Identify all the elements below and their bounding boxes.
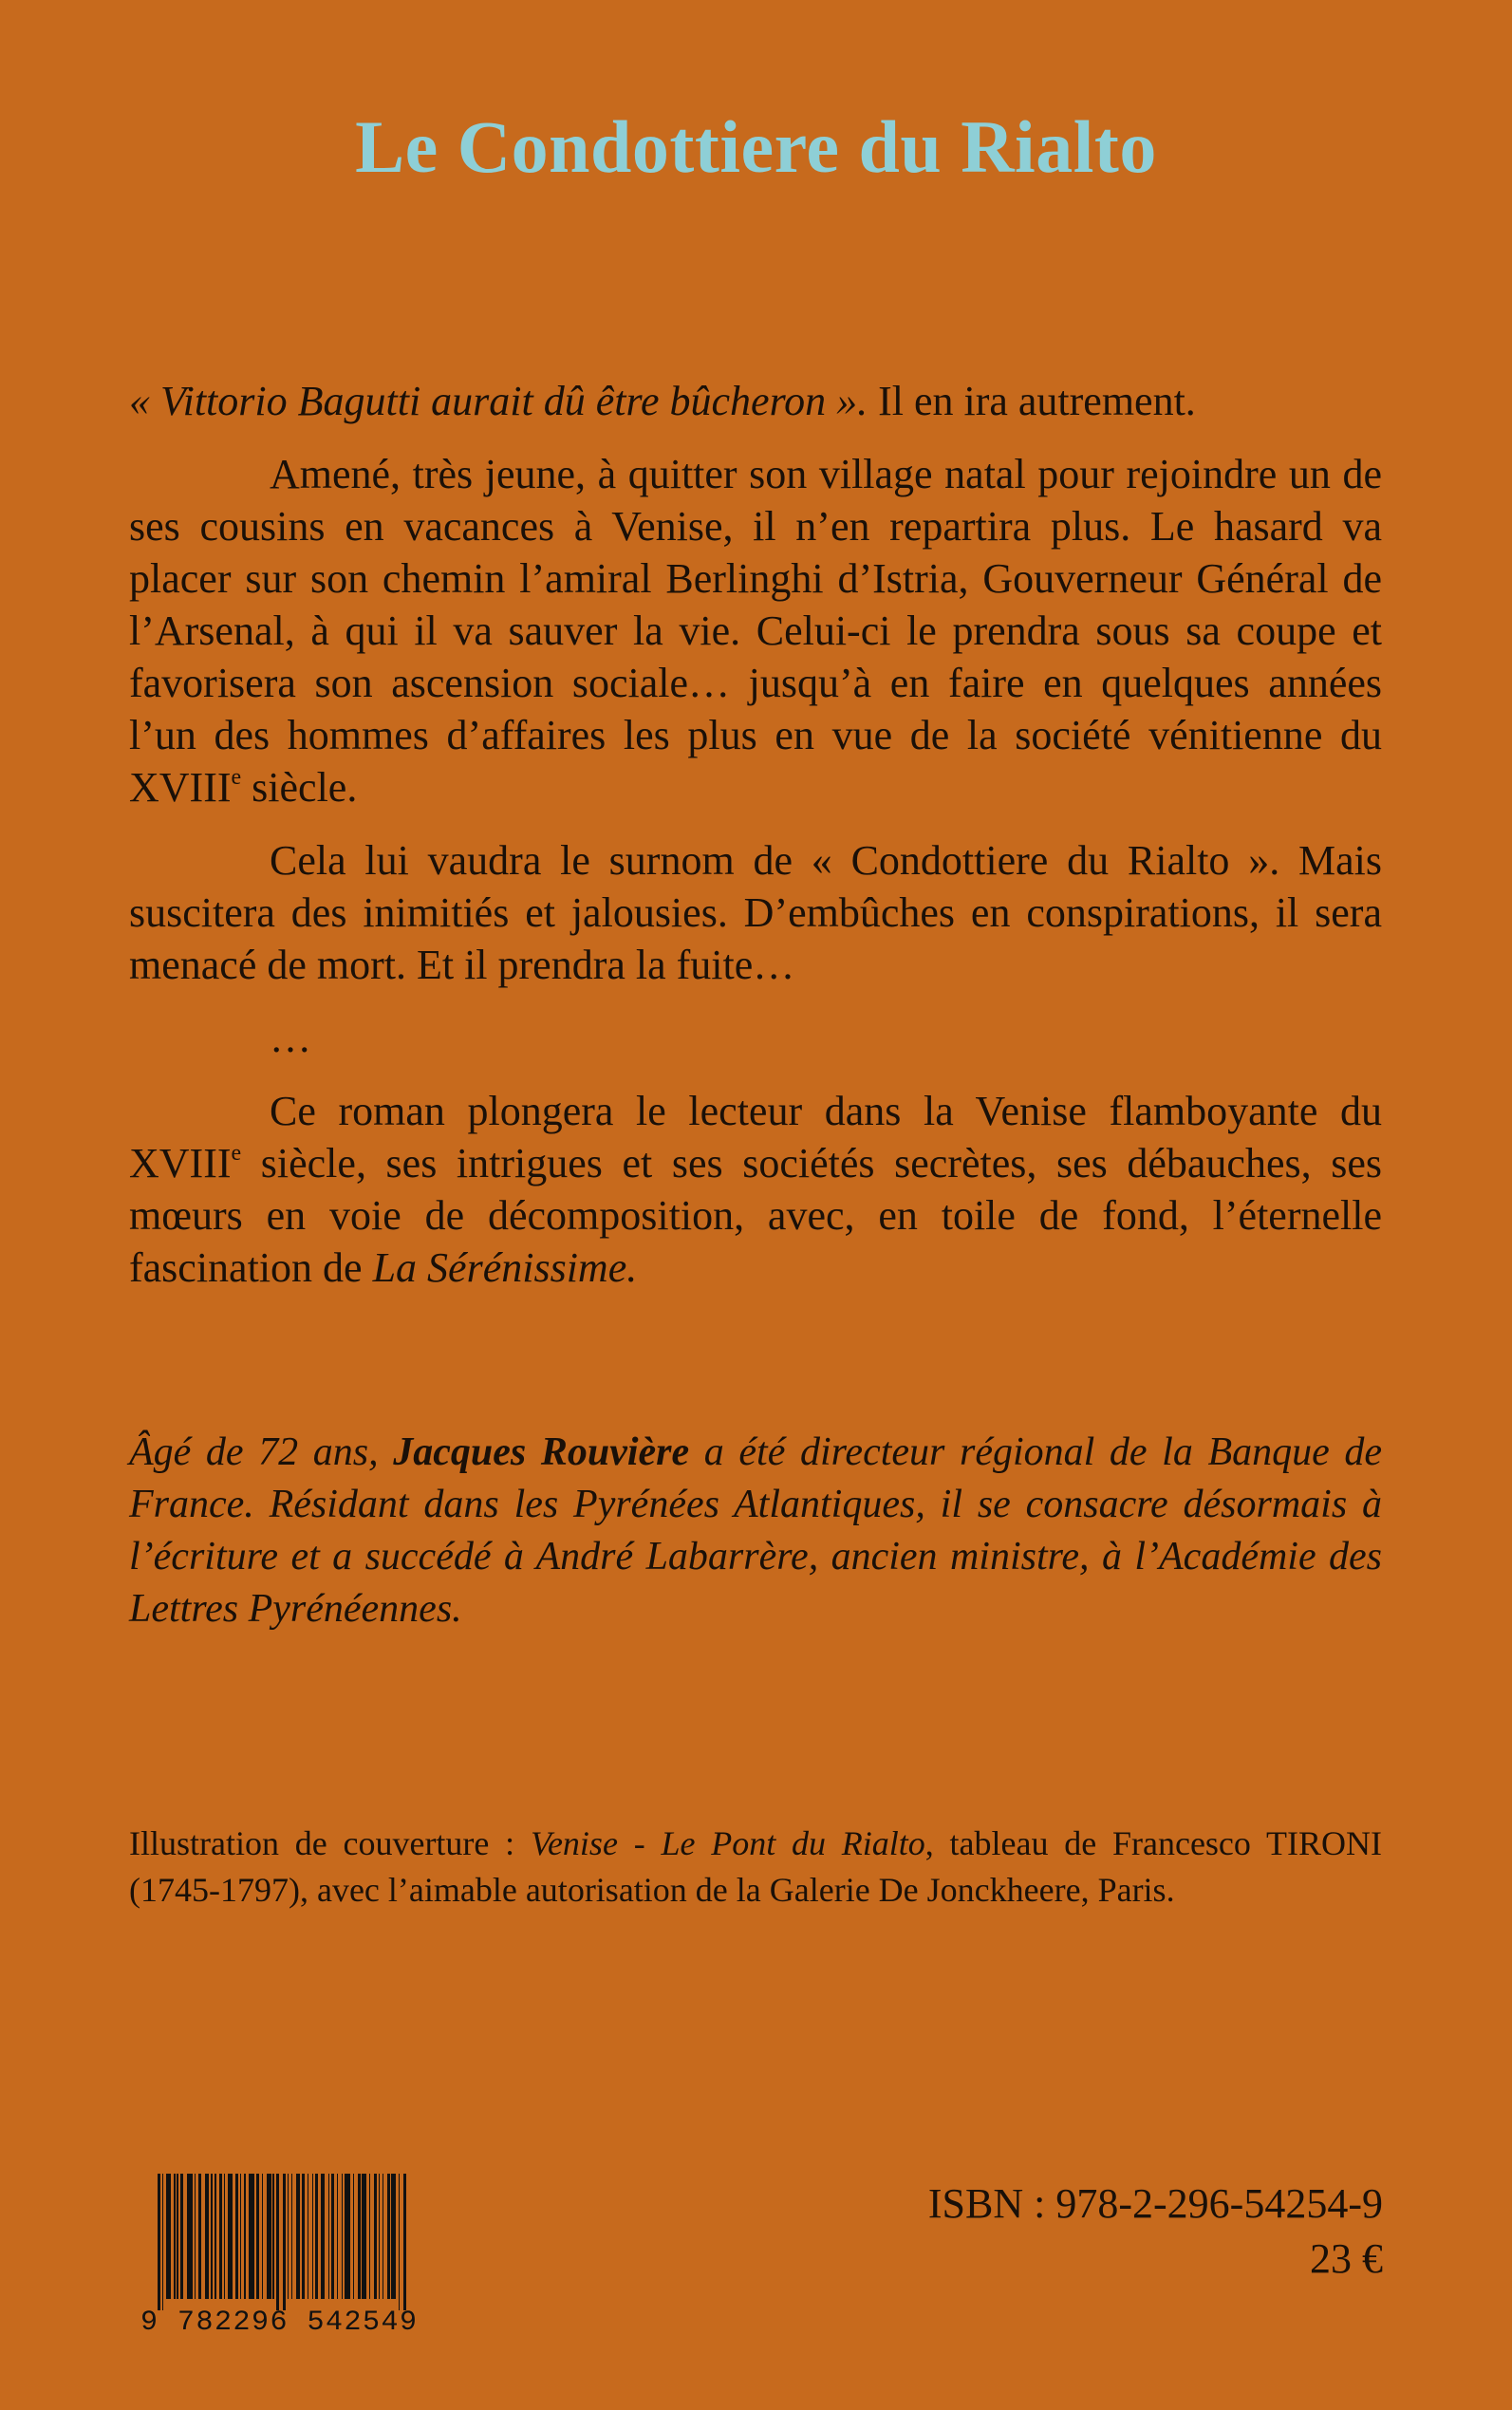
barcode-bar xyxy=(379,2174,381,2299)
barcode-bar xyxy=(288,2174,289,2299)
barcode-bar xyxy=(205,2174,210,2299)
barcode-bar xyxy=(312,2174,314,2299)
barcode-bar xyxy=(403,2174,406,2310)
book-title: Le Condottiere du Rialto xyxy=(355,105,1157,188)
opening-quote: « Vittorio Bagutti aurait dû être bûcheron ». xyxy=(129,378,868,424)
barcode-bar xyxy=(283,2174,286,2310)
barcode-bar xyxy=(296,2174,301,2299)
barcode-bar xyxy=(369,2174,371,2299)
barcode-bar xyxy=(276,2174,279,2310)
barcode-bar xyxy=(353,2174,355,2299)
barcode-bar xyxy=(198,2174,201,2299)
barcode-bar xyxy=(272,2174,274,2299)
barcode-bar xyxy=(228,2174,233,2299)
barcode-bar xyxy=(328,2174,330,2299)
blurb-paragraph-3: Cela lui vaudra le surnom de « Condottiere du Rialto ». Mais suscitera des inimitiés et jalousies. D’embûches en conspirations, il sera menacé de mort. Et il prendra la fuite… xyxy=(129,837,1382,988)
barcode-bar xyxy=(331,2174,334,2299)
barcode-bar xyxy=(302,2174,305,2299)
barcode-bar xyxy=(362,2174,366,2299)
barcode-bar xyxy=(315,2174,318,2299)
author-bio: Âgé de 72 ans, Jacques Rouvière a été directeur régional de la Banque de France. Résidant dans les Pyrénées Atlantiques, il se consacre désormais à l’écriture et a succédé à André Labarrère, ancien ministre, à l’Académie des Lettres Pyrénéennes. xyxy=(129,1430,1383,1631)
barcode-bar xyxy=(211,2174,213,2299)
barcode-bar xyxy=(291,2174,293,2299)
barcode-bar xyxy=(308,2174,309,2299)
barcode-bar xyxy=(337,2174,339,2299)
isbn: ISBN : 978-2-296-54254-9 xyxy=(927,2180,1383,2227)
barcode-bar xyxy=(219,2174,222,2299)
barcode-bar xyxy=(174,2174,176,2299)
barcode-bar xyxy=(374,2174,377,2299)
blurb-paragraph-2: Amené, très jeune, à quitter son village natal pour rejoindre un de ses cousins en vacances à Venise, il n’en repartira plus. Le hasard va placer sur son chemin l’amiral Berlinghi d’Istria, Gouverneur Général de l’Arsenal, à qui il va sauver la vie. Celui-ci le prendra sous sa coupe et favorisera son ascension sociale… jusqu’à en faire en quelques années l’un des hommes d’affaires les plus en vue de la société vénitienne du XVIIIe siècle. xyxy=(129,451,1382,811)
barcode-bar xyxy=(387,2174,390,2299)
blurb-paragraph-5: Ce roman plongera le lecteur dans la Venise flamboyante du XVIIIe siècle, ses intrigues et ses sociétés secrètes, ses débauches, ses mœurs en voie de décomposition, avec, en toile de fond, l’éternelle fascination de La Sérénissime. xyxy=(129,1088,1382,1291)
barcode-bar xyxy=(358,2174,361,2299)
barcode-bar xyxy=(345,2174,350,2299)
barcode-bar xyxy=(244,2174,246,2299)
blurb xyxy=(129,375,1382,1315)
barcode-bars xyxy=(158,2174,452,2310)
cover-credit: Illustration de couverture : Venise - Le Pont du Rialto, tableau de Francesco TIRONI (1745-1797), avec l’aimable autorisation de la Galerie De Jonckheere, Paris. xyxy=(129,1824,1382,1909)
author-name: Jacques Rouvière xyxy=(393,1430,690,1474)
barcode-bar xyxy=(240,2174,242,2299)
barcode-bar xyxy=(391,2174,396,2299)
barcode-bar xyxy=(342,2174,344,2299)
barcode-bar xyxy=(187,2174,193,2299)
barcode-bar xyxy=(215,2174,216,2299)
barcode-bar xyxy=(158,2174,160,2310)
barcode-bar xyxy=(224,2174,226,2299)
blurb-ellipsis: … xyxy=(270,1015,311,1061)
barcode-bar xyxy=(166,2174,171,2299)
barcode-bar xyxy=(177,2174,178,2299)
barcode-bar xyxy=(383,2174,384,2299)
barcode-bar xyxy=(399,2174,401,2310)
price: 23 € xyxy=(1310,2235,1383,2282)
barcode-bar xyxy=(267,2174,271,2299)
barcode-bar xyxy=(235,2174,238,2299)
barcode-bar xyxy=(321,2174,326,2299)
barcode-bar xyxy=(262,2174,264,2299)
barcode-bar xyxy=(195,2174,196,2299)
barcode-bar xyxy=(180,2174,183,2299)
barcode xyxy=(140,2174,456,2345)
barcode-bar xyxy=(256,2174,259,2299)
barcode-digits: 9 782296 542549 xyxy=(140,2307,419,2339)
barcode-bar xyxy=(249,2174,254,2299)
blurb-paragraph-1: « Vittorio Bagutti aurait dû être bûcheron ». Il en ira autrement. xyxy=(129,378,1196,424)
barcode-bar xyxy=(162,2174,164,2310)
